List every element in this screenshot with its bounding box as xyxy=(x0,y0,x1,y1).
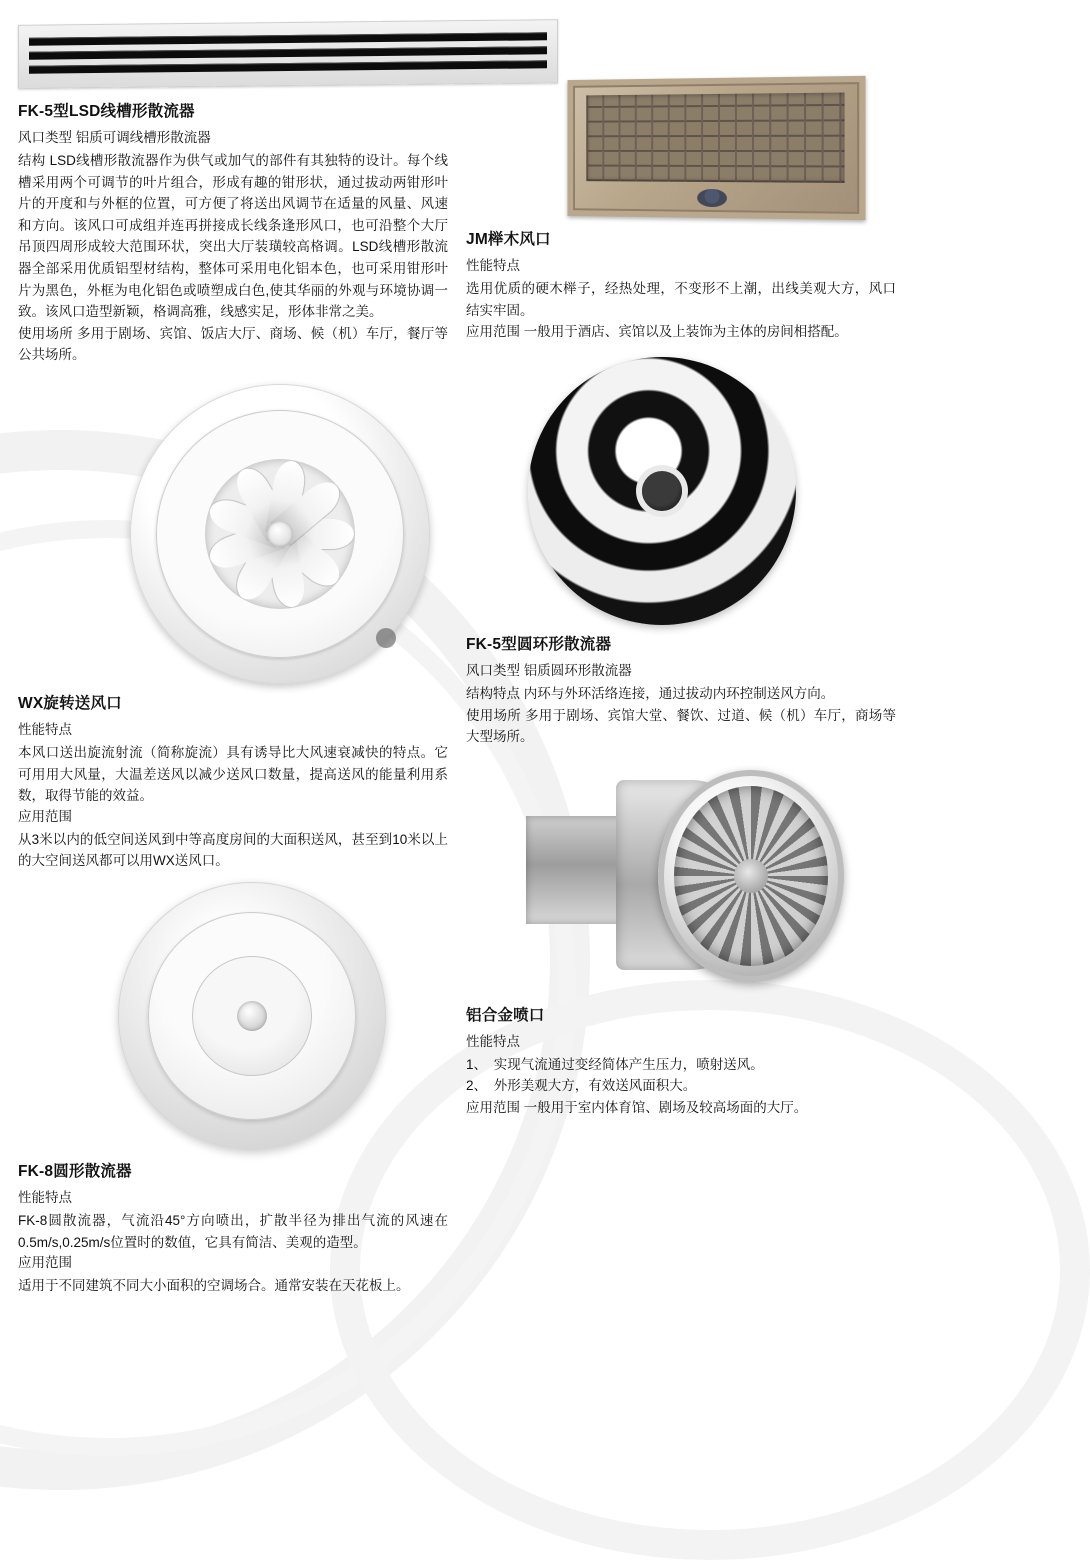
product-title-fk5-ring: FK-5型圆环形散流器 xyxy=(466,635,612,653)
jm-wood-grille-photo xyxy=(568,76,866,220)
nozzle-center-cap xyxy=(734,859,768,893)
fk8-performance-text: FK-8圆散流器，气流沿45°方向喷出，扩散半径为排出气流的风速在0.5m/s,0.25m/s位置时的数值，它具有简洁、美观的造型。 xyxy=(18,1213,448,1250)
fk5-ring-structure-text: 结构特点 内环与外环活络连接，通过拔动内环控制送风方向。 xyxy=(466,685,835,701)
jm-application-text: 应用范围 一般用于酒店、宾馆以及上装饰为主体的房间相搭配。 xyxy=(466,324,848,340)
list-item: 2、 外形美观大方，有效送风面积大。 xyxy=(466,1078,697,1094)
nozzle-application-text: 应用范围 一般用于室内体育馆、剧场及较高场面的大厅。 xyxy=(466,1099,808,1115)
alloy-nozzle-photo xyxy=(520,764,850,996)
jm-performance-label: 性能特点 xyxy=(466,258,520,274)
ring-center-cap xyxy=(642,471,682,511)
product-block-alloy-nozzle xyxy=(466,1006,896,1119)
fk8-performance-label: 性能特点 xyxy=(18,1190,72,1206)
fk5-ring-diffuser-photo xyxy=(528,357,796,625)
disc-center-cap xyxy=(237,1001,267,1031)
fk5-ring-type-label: 风口类型 铝质圆环形散流器 xyxy=(466,662,632,678)
product-block-jm-wood xyxy=(466,230,896,343)
wx-application-label: 应用范围 xyxy=(18,808,72,824)
wood-grille-mesh xyxy=(586,93,844,183)
brand-logo-icon xyxy=(376,628,396,648)
product-block-fk5-ring xyxy=(466,635,896,748)
swirl-blade-hub xyxy=(205,459,355,609)
wx-application-text: 从3米以内的低空间送风到中等高度房间的大面积送风，甚至到10米以上的大空间送风都可以用WX送风口。 xyxy=(18,831,448,869)
fk8-application-label: 应用范围 xyxy=(18,1255,72,1271)
nozzle-performance-label: 性能特点 xyxy=(466,1033,520,1049)
product-title-jm-wood: JM榉木风口 xyxy=(466,231,551,248)
nozzle-bell-mouth xyxy=(658,770,844,982)
wx-performance-text: 本风口送出旋流射流（简称旋流）具有诱导比大风速衰减快的特点。它可用用大风量，大温差送风以减少送风口数量，提高送风的能量利用系数，取得节能的效益。 xyxy=(18,745,448,804)
swirl-center-cap xyxy=(267,521,293,547)
product-type-label-fk5-lsd: 风口类型 铝质可调线槽形散流器 xyxy=(18,130,211,146)
product-title-fk5-lsd: FK-5型LSD线槽形散流器 xyxy=(18,103,195,120)
product-title-fk8-round: FK-8圆形散流器 xyxy=(18,1162,132,1180)
fk8-round-diffuser-photo xyxy=(118,882,386,1150)
product-block-fk5-lsd xyxy=(18,102,448,366)
jm-performance-text: 选用优质的硬木榉子，经热处理，不变形不上潮，出线美观大方，风口结实牢固。 xyxy=(466,281,896,318)
left-column xyxy=(18,0,448,1307)
list-item: 1、 实现气流通过变经简体产生压力，喷射送风。 xyxy=(466,1056,764,1072)
product-block-wx-swirl xyxy=(18,694,448,872)
wood-grille-stamp-icon xyxy=(697,189,727,207)
wx-swirl-diffuser-photo xyxy=(130,384,430,684)
right-column xyxy=(466,0,896,1129)
product-title-wx-swirl: WX旋转送风口 xyxy=(18,695,122,712)
fk8-application-text: 适用于不同建筑不同大小面积的空调场合。通常安装在天花板上。 xyxy=(18,1278,410,1294)
product-block-fk8-round xyxy=(18,1162,448,1297)
product-structure-text-fk5-lsd: 结构 LSD线槽形散流器作为供气或加气的部件有其独特的设计。每个线槽采用两个可调节的叶片组合，形成有趣的钳形状，通过拔动两钳形叶片的开度和与外框的位置，可方便了将送出风调节在适量的风量、风速和方向。该风口可成组并连再拼接成长线条逢形风口，也可沿整个大厅吊顶四周形成较大范围环状，突出大厅装璜较高格调。LSD线槽形散流器全部采用优质铝型材结构，整体可采用电化铝本色，也可采用钳形叶片为黑色，外框为电化铝色或喷塑成白色,使其华丽的外观与环境协调一致。该风口造型新颖，格调高雅，线感实足，形体非常之美。 xyxy=(18,153,448,320)
wx-performance-label: 性能特点 xyxy=(18,722,72,738)
product-title-alloy-nozzle: 铝合金喷口 xyxy=(466,1006,545,1024)
fk5-ring-usage-text: 使用场所 多用于剧场、宾馆大堂、餐饮、过道、候（机）车厅，商场等大型场所。 xyxy=(466,707,896,745)
product-usage-text-fk5-lsd: 使用场所 多用于剧场、宾馆、饭店大厅、商场、候（机）车厅，餐厅等公共场所。 xyxy=(18,325,448,363)
nozzle-feature-list xyxy=(466,1054,896,1097)
